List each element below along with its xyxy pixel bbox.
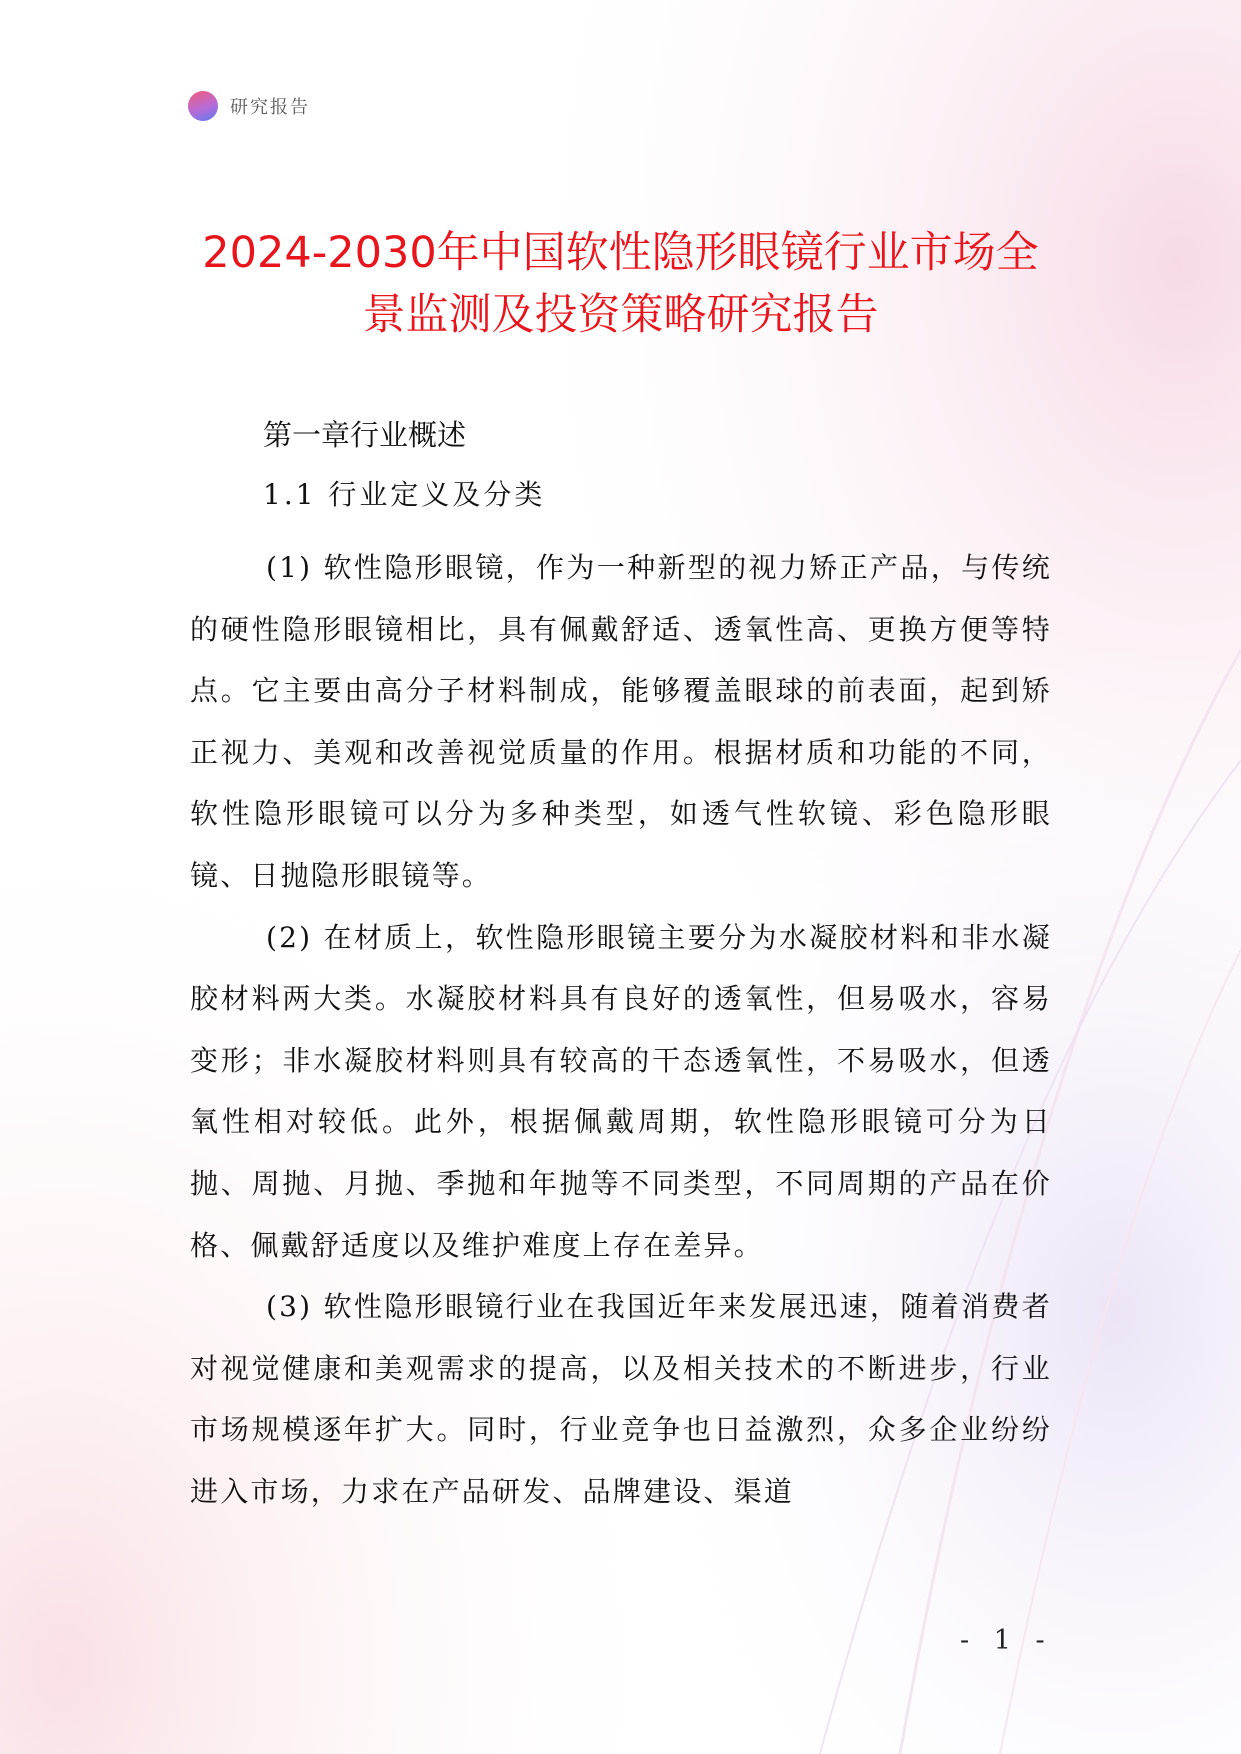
title-line-2: 景监测及投资策略研究报告	[362, 290, 879, 340]
header-label: 研究报告	[230, 97, 310, 118]
report-header	[188, 90, 310, 122]
section-heading: 1.1 行业定义及分类	[263, 478, 546, 511]
document-body	[190, 415, 1052, 1523]
title-line-1: 2024-2030年中国软性隐形眼镜行业市场全	[202, 228, 1039, 278]
paragraph-3: (3) 软性隐形眼镜行业在我国近年来发展迅速，随着消费者对视觉健康和美观需求的提高，以及相关技术的不断进步，行业市场规模逐年扩大。同时，行业竞争也日益激烈，众多企业纷纷进入市场，力求在产品研发、品牌建设、渠道	[190, 1290, 1052, 1508]
page-number: - 1 -	[960, 1625, 1053, 1656]
logo-circle-icon	[188, 91, 218, 121]
paragraph-1: (1) 软性隐形眼镜，作为一种新型的视力矫正产品，与传统的硬性隐形眼镜相比，具有佩戴舒适、透氧性高、更换方便等特点。它主要由高分子材料制成，能够覆盖眼球的前表面，起到矫正视力、美观和改善视觉质量的作用。根据材质和功能的不同，软性隐形眼镜可以分为多种类型，如透气性软镜、彩色隐形眼镜、日抛隐形眼镜等。	[190, 551, 1052, 892]
chapter-heading: 第一章行业概述	[263, 418, 467, 452]
document-title	[160, 222, 1081, 346]
paragraph-2: (2) 在材质上，软性隐形眼镜主要分为水凝胶材料和非水凝胶材料两大类。水凝胶材料具有良好的透氧性，但易吸水，容易变形；非水凝胶材料则具有较高的干态透氧性，不易吸水，但透氧性相对较低。此外，根据佩戴周期，软性隐形眼镜可分为日抛、周抛、月抛、季抛和年抛等不同类型，不同周期的产品在价格、佩戴舒适度以及维护难度上存在差异。	[190, 920, 1052, 1262]
